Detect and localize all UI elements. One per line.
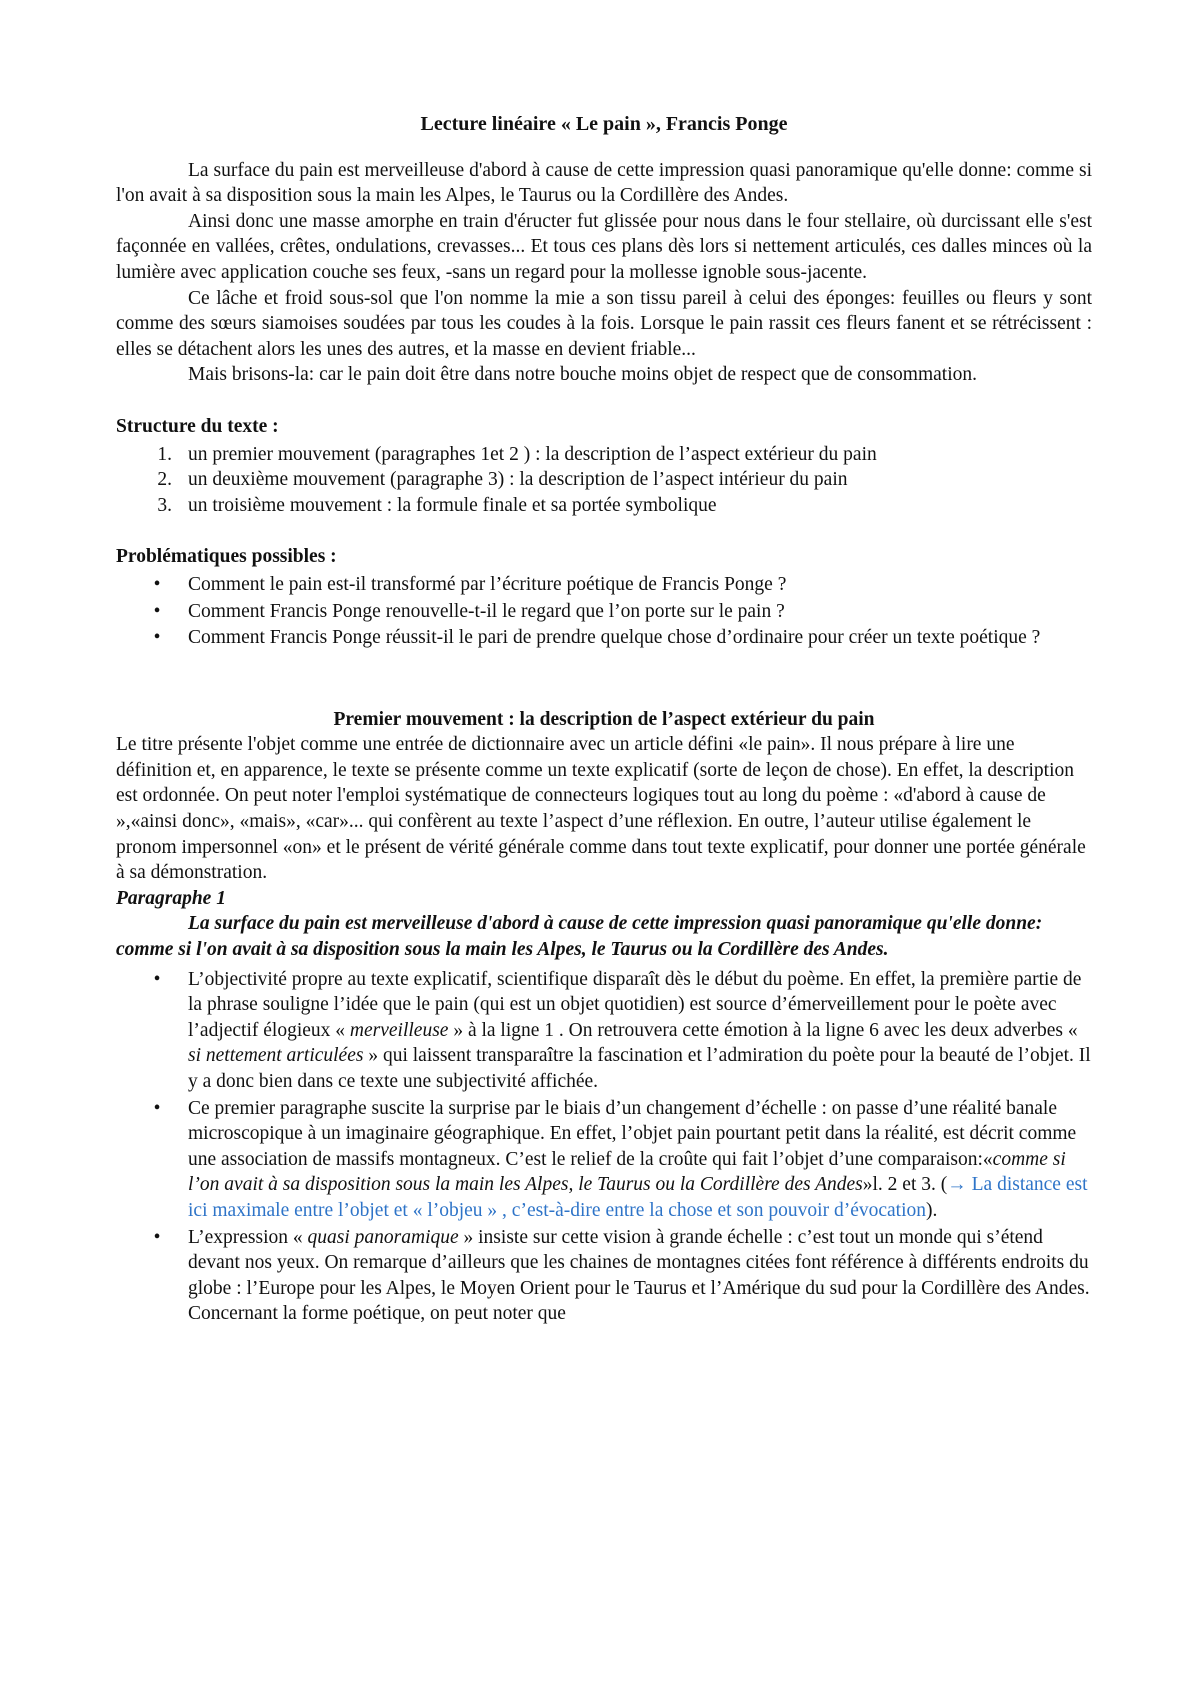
text-run: ). <box>926 1199 938 1221</box>
bullet-icon: • <box>153 1097 161 1119</box>
structure-list <box>116 442 1092 519</box>
quoted-passage: La surface du pain est merveilleuse d'abord à cause de cette impression quasi panoramique qu'elle donne: comme si l'on avait à sa disposition sous la main les Alpes, le Taurus ou la Cordillère des Andes. <box>116 913 1043 961</box>
section-intro: Le titre présente l'objet comme une entrée de dictionnaire avec un article défini «le pain». Il nous prépare à lire une définition et, en apparence, le texte se présente comme un texte explicatif (sorte de leçon de chose). En effet, la description est ordonnée. On peut noter l'emploi systématique de connecteurs logiques tout au long du poème : «d'abord à cause de »,«ainsi donc», «mais», «car»... qui confèrent au texte l’aspect d’une réflexion. En outre, l’auteur utilise également le pronom impersonnel «on» et le présent de vérité générale comme dans tout texte explicatif, pour donner une portée générale à sa démonstration. <box>116 734 1086 884</box>
blue-annotation: → La distance est ici maximale entre l’objet et « l’objeu » , c’est-à-dire entre la chose et son pouvoir d’évocation <box>188 1174 1088 1221</box>
list-item-text: un premier mouvement (paragraphes 1et 2 ) : la description de l’aspect extérieur du pain <box>188 443 877 465</box>
list-item-text: un deuxième mouvement (paragraphe 3) : la description de l’aspect intérieur du pain <box>188 469 848 491</box>
problematiques-heading: Problématiques possibles : <box>116 546 337 568</box>
list-item <box>116 625 1092 651</box>
list-item <box>116 467 1092 493</box>
list-item-text: Comment Francis Ponge renouvelle-t-il le regard que l’on porte sur le pain ? <box>188 600 785 622</box>
list-item <box>116 599 1092 625</box>
text-run: Ce premier paragraphe suscite la surprise par le biais d’un changement d’échelle : on passe d’une réalité banale microscopique à un imaginaire géographique. En effet, l’objet pain pourtant petit dans la réalité, est décrit comme une association de massifs montagneux. C’est le relief de la croûte qui fait l’objet d’une comparaison:« <box>188 1097 1077 1170</box>
text-run: »l. 2 et 3. ( <box>862 1174 948 1196</box>
bullet-icon: • <box>153 968 161 990</box>
text-run: L’expression « <box>188 1226 308 1248</box>
list-item <box>116 1096 1092 1224</box>
list-item-text <box>188 967 1092 1095</box>
list-item <box>116 967 1092 1095</box>
list-number: 3 . <box>116 493 188 519</box>
text-run: L’objectivité propre au texte explicatif, scientifique disparaît dès le début du poème. En effet, la première partie de la phrase souligne l’idée que le pain (qui est un objet quotidien) est source d’émerveillement pour le poète avec l’adjectif élogieux « <box>188 968 1082 1041</box>
text-run: » à la ligne 1 . On retrouvera cette émotion à la ligne 6 avec les deux adverbes « <box>448 1019 1078 1041</box>
paragraph-label: Paragraphe 1 <box>116 887 226 909</box>
document-content <box>116 112 1092 1328</box>
text-run: » qui laissent transparaître la fascination et l’admiration du poète pour la beauté de l’objet. Il y a donc bien dans ce texte une subjectivité affichée. <box>188 1045 1091 1092</box>
list-item-text: Comment Francis Ponge réussit-il le pari de prendre quelque chose d’ordinaire pour créer un texte poétique ? <box>188 627 1041 649</box>
list-item-text <box>188 1225 1092 1327</box>
list-item-text <box>188 1096 1092 1224</box>
bullet-icon: • <box>153 1226 161 1248</box>
italic-run: si nettement articulées <box>188 1045 364 1067</box>
bullet-icon: • <box>153 600 161 622</box>
bullet-icon: • <box>153 627 161 649</box>
list-item <box>116 442 1092 468</box>
structure-heading: Structure du texte : <box>116 415 279 437</box>
poem-paragraph: Mais brisons-la: car le pain doit être dans notre bouche moins objet de respect que de consommation. <box>188 364 977 386</box>
list-number: 1 . <box>116 442 188 468</box>
list-item <box>116 493 1092 519</box>
document-title: Lecture linéaire « Le pain », Francis Ponge <box>420 113 788 135</box>
poem-paragraph: Ainsi donc une masse amorphe en train d'éructer fut glissée pour nous dans le four stellaire, où durcissant elle s'est façonnée en vallées, crêtes, ondulations, crevasses... Et tous ces plans dès lors si nettement articulés, ces dalles minces où la lumière avec application couche ses feux, -sans un regard pour la mollesse ignoble sous-jacente. <box>116 210 1092 283</box>
problematiques-list <box>116 572 1092 651</box>
section-title: Premier mouvement : la description de l’aspect extérieur du pain <box>333 708 875 730</box>
poem-paragraph: Ce lâche et froid sous-sol que l'on nomme la mie a son tissu pareil à celui des éponges: feuilles ou fleurs y sont comme des sœurs siamoises soudées par tous les coudes à la fois. Lorsque le pain rassit ces fleurs fanent et se rétrécissent : elles se détachent alors les unes des autres, et la masse en devient friable... <box>116 287 1092 360</box>
bullet-icon: • <box>153 573 161 595</box>
list-number: 2 . <box>116 467 188 493</box>
analysis-list <box>116 967 1092 1327</box>
list-item-text: Comment le pain est-il transformé par l’écriture poétique de Francis Ponge ? <box>188 573 787 595</box>
italic-run: quasi panoramique <box>307 1226 459 1248</box>
text-run: » insiste sur cette vision à grande échelle : c’est tout un monde qui s’étend devant nos yeux. On remarque d’ailleurs que les chaines de montagnes citées font référence à différents endroits du globe : l’Europe pour les Alpes, le Moyen Orient pour le Taurus et l’Amérique du sud pour la Cordillère des Andes. Concernant la forme poétique, on peut noter que <box>188 1226 1090 1325</box>
italic-run: merveilleuse <box>349 1019 449 1041</box>
poem-text <box>116 158 1092 388</box>
poem-paragraph: La surface du pain est merveilleuse d'abord à cause de cette impression quasi panoramique qu'elle donne: comme si l'on avait à sa disposition sous la main les Alpes, le Taurus ou la Cordillère des Andes. <box>116 159 1092 207</box>
list-item <box>116 572 1092 598</box>
list-item <box>116 1225 1092 1327</box>
list-item-text: un troisième mouvement : la formule finale et sa portée symbolique <box>188 494 717 516</box>
italic-run: comme si l’on avait à sa disposition sous la main les Alpes, le Taurus ou la Cordillère des Andes <box>188 1148 1066 1196</box>
